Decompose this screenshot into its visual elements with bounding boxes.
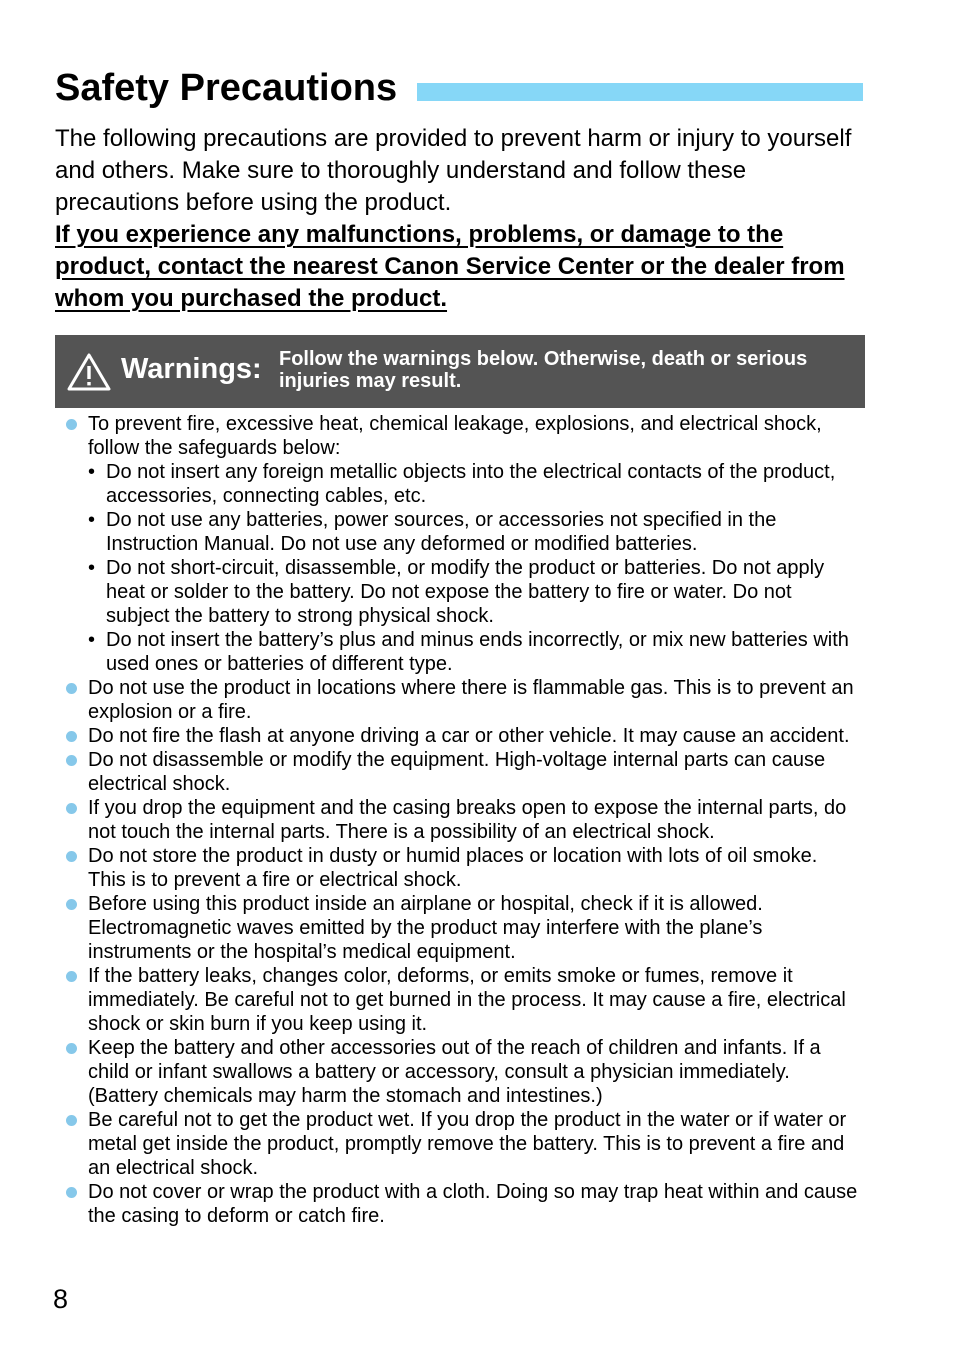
list-item-text: Before using this product inside an airplane or hospital, check if it is allowed. Electromagnetic waves emitted by the product may interfere with the plane’s instruments or the hospital’s medical equipment.	[88, 893, 763, 963]
bullet-dot-icon	[66, 419, 77, 430]
list-item-text: If the battery leaks, changes color, deforms, or emits smoke or fumes, remove it immediately. Be careful not to get burned in the process. It may cause a fire, electrical shock or skin burn if you keep using it.	[88, 965, 846, 1035]
bullet-dot-icon	[66, 1115, 77, 1126]
list-item-text: Do not store the product in dusty or humid places or location with lots of oil smoke. This is to prevent a fire or electrical shock.	[88, 845, 818, 891]
list-item-text: Keep the battery and other accessories out of the reach of children and infants. If a child or infant swallows a battery or accessory, consult a physician immediately. (Battery chemicals may harm the stomach and intestines.)	[88, 1037, 821, 1107]
sub-bullet-icon: •	[88, 557, 96, 579]
bullet-dot-icon	[66, 1187, 77, 1198]
sublist-item	[88, 556, 860, 628]
list-item	[55, 796, 860, 844]
warning-triangle-icon	[66, 352, 112, 392]
list-item	[55, 892, 860, 964]
bullet-dot-icon	[66, 899, 77, 910]
sublist-item-text: Do not short-circuit, disassemble, or modify the product or batteries. Do not apply heat or solder to the battery. Do not expose the battery to fire or water. Do not subject the battery to strong physical shock.	[106, 557, 825, 627]
bullet-dot-icon	[66, 1043, 77, 1054]
sub-bullet-icon: •	[88, 509, 96, 531]
list-item	[55, 964, 860, 1036]
list-item-text: Do not use the product in locations where there is flammable gas. This is to prevent an explosion or a fire.	[88, 677, 854, 723]
bullet-dot-icon	[66, 755, 77, 766]
list-item	[55, 748, 860, 796]
sublist-item-text: Do not use any batteries, power sources, or accessories not specified in the Instruction Manual. Do not use any deformed or modified batteries.	[106, 509, 777, 555]
list-item-text: Do not cover or wrap the product with a cloth. Doing so may trap heat within and cause the casing to deform or catch fire.	[88, 1181, 858, 1227]
title-row	[55, 64, 865, 112]
precautions-list	[55, 412, 860, 1228]
bullet-dot-icon	[66, 851, 77, 862]
list-item	[55, 724, 860, 748]
list-item-text: To prevent fire, excessive heat, chemical leakage, explosions, and electrical shock, follow the safeguards below:	[88, 413, 822, 459]
list-item	[55, 1108, 860, 1180]
page-title: Safety Precautions	[55, 67, 398, 109]
list-item	[55, 1036, 860, 1108]
list-item	[55, 412, 860, 676]
title-accent-bar	[417, 83, 863, 101]
list-item	[55, 676, 860, 724]
sublist-item	[88, 628, 860, 676]
warnings-banner	[55, 335, 865, 408]
page-number: 8	[53, 1284, 69, 1314]
list-item	[55, 1180, 860, 1228]
sublist-item	[88, 508, 860, 556]
list-item-text: Do not disassemble or modify the equipment. High-voltage internal parts can cause electrical shock.	[88, 749, 826, 795]
safeguards-sublist	[88, 460, 860, 676]
list-item-text: Do not fire the flash at anyone driving a car or other vehicle. It may cause an accident.	[88, 725, 850, 747]
sublist-item	[88, 460, 860, 508]
warnings-label: Warnings:	[121, 353, 262, 385]
sublist-item-text: Do not insert the battery’s plus and minus ends incorrectly, or mix new batteries with used ones or batteries of different type.	[106, 629, 849, 675]
bullet-dot-icon	[66, 731, 77, 742]
malfunction-notice	[55, 219, 855, 315]
malfunction-notice-text: If you experience any malfunctions, problems, or damage to the product, contact the nearest Canon Service Center or the dealer from whom you purchased the product.	[55, 221, 845, 312]
sublist-item-text: Do not insert any foreign metallic objects into the electrical contacts of the product, accessories, connecting cables, etc.	[106, 461, 836, 507]
list-item	[55, 844, 860, 892]
warnings-description: Follow the warnings below. Otherwise, death or serious injuries may result.	[279, 348, 808, 392]
bullet-dot-icon	[66, 803, 77, 814]
list-item-text: If you drop the equipment and the casing breaks open to expose the internal parts, do not touch the internal parts. There is a possibility of an electrical shock.	[88, 797, 847, 843]
intro-paragraph: The following precautions are provided to prevent harm or injury to yourself and others. Make sure to thoroughly understand and follow these precautions before using the product.	[55, 125, 852, 216]
list-item-text: Be careful not to get the product wet. If you drop the product in the water or if water or metal get inside the product, promptly remove the battery. This is to prevent a fire and an electrical shock.	[88, 1109, 847, 1179]
bullet-dot-icon	[66, 971, 77, 982]
sub-bullet-icon: •	[88, 461, 96, 483]
sub-bullet-icon: •	[88, 629, 96, 651]
bullet-dot-icon	[66, 683, 77, 694]
